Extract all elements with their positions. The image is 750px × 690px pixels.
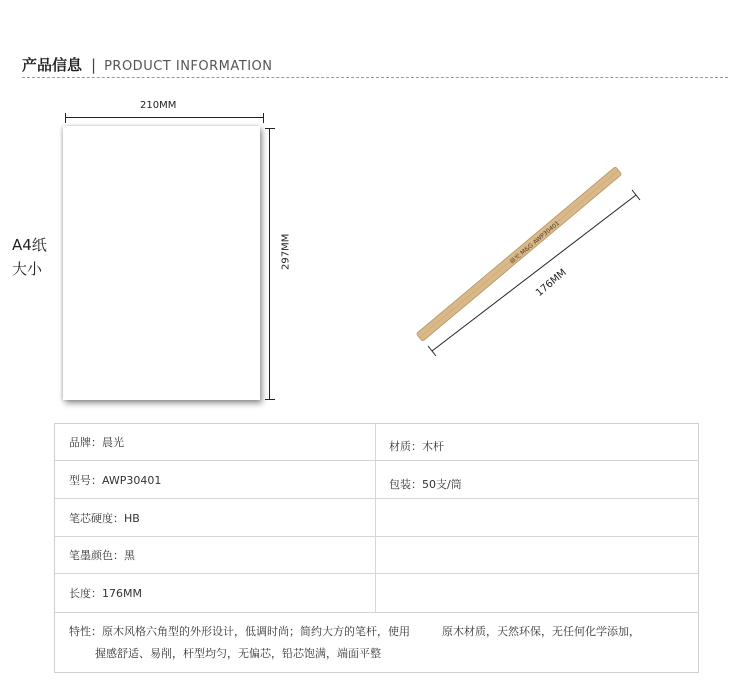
pencil-group [416, 167, 622, 342]
features-text-3: 握感舒适、易削，杆型均匀，无偏芯，铅芯饱满，端面平整 [95, 647, 381, 660]
title-separator: | [91, 56, 97, 74]
a4-label-line1: A4纸 [12, 236, 47, 254]
table-row [55, 424, 698, 461]
spec-features [69, 621, 689, 665]
features-label: 特性： [69, 625, 102, 638]
pencil-dimension-tick-right [632, 190, 640, 200]
section-title-en: PRODUCT INFORMATION [104, 59, 273, 74]
spec-hardness: 笔芯硬度：HB [69, 511, 140, 525]
width-dimension-label: 210MM [140, 100, 177, 111]
a4-label-line2: 大小 [12, 260, 43, 278]
pencil-imprint: 晨光 M&G AWP30401 [508, 219, 562, 266]
pencil-length-dimension [428, 190, 640, 356]
spec-length: 长度：176MM [69, 587, 142, 600]
spec-material: 材质：木杆 [389, 440, 444, 453]
spec-ink-color: 笔墨颜色：黑 [69, 549, 135, 562]
pencil-length-label: 176MM [533, 267, 569, 299]
spec-model: 型号：AWP30401 [69, 473, 162, 487]
table-row [55, 537, 698, 574]
spec-package: 包装：50支/筒 [389, 477, 462, 491]
table-row [55, 499, 698, 537]
table-row [55, 574, 698, 613]
pencil-dimension-tick-left [428, 346, 436, 356]
pencil-dimension-line [432, 195, 636, 351]
table-row [55, 461, 698, 499]
features-text-2: 原木材质，天然环保，无任何化学添加， [442, 625, 640, 638]
section-title-zh: 产品信息 [22, 56, 83, 74]
spec-brand: 品牌：晨光 [69, 436, 124, 449]
spec-table [54, 423, 699, 673]
features-text-1: 原木风格六角型的外形设计，低调时尚；简约大方的笔杆，使用 [102, 625, 410, 638]
height-dimension-label: 297MM [280, 233, 292, 270]
